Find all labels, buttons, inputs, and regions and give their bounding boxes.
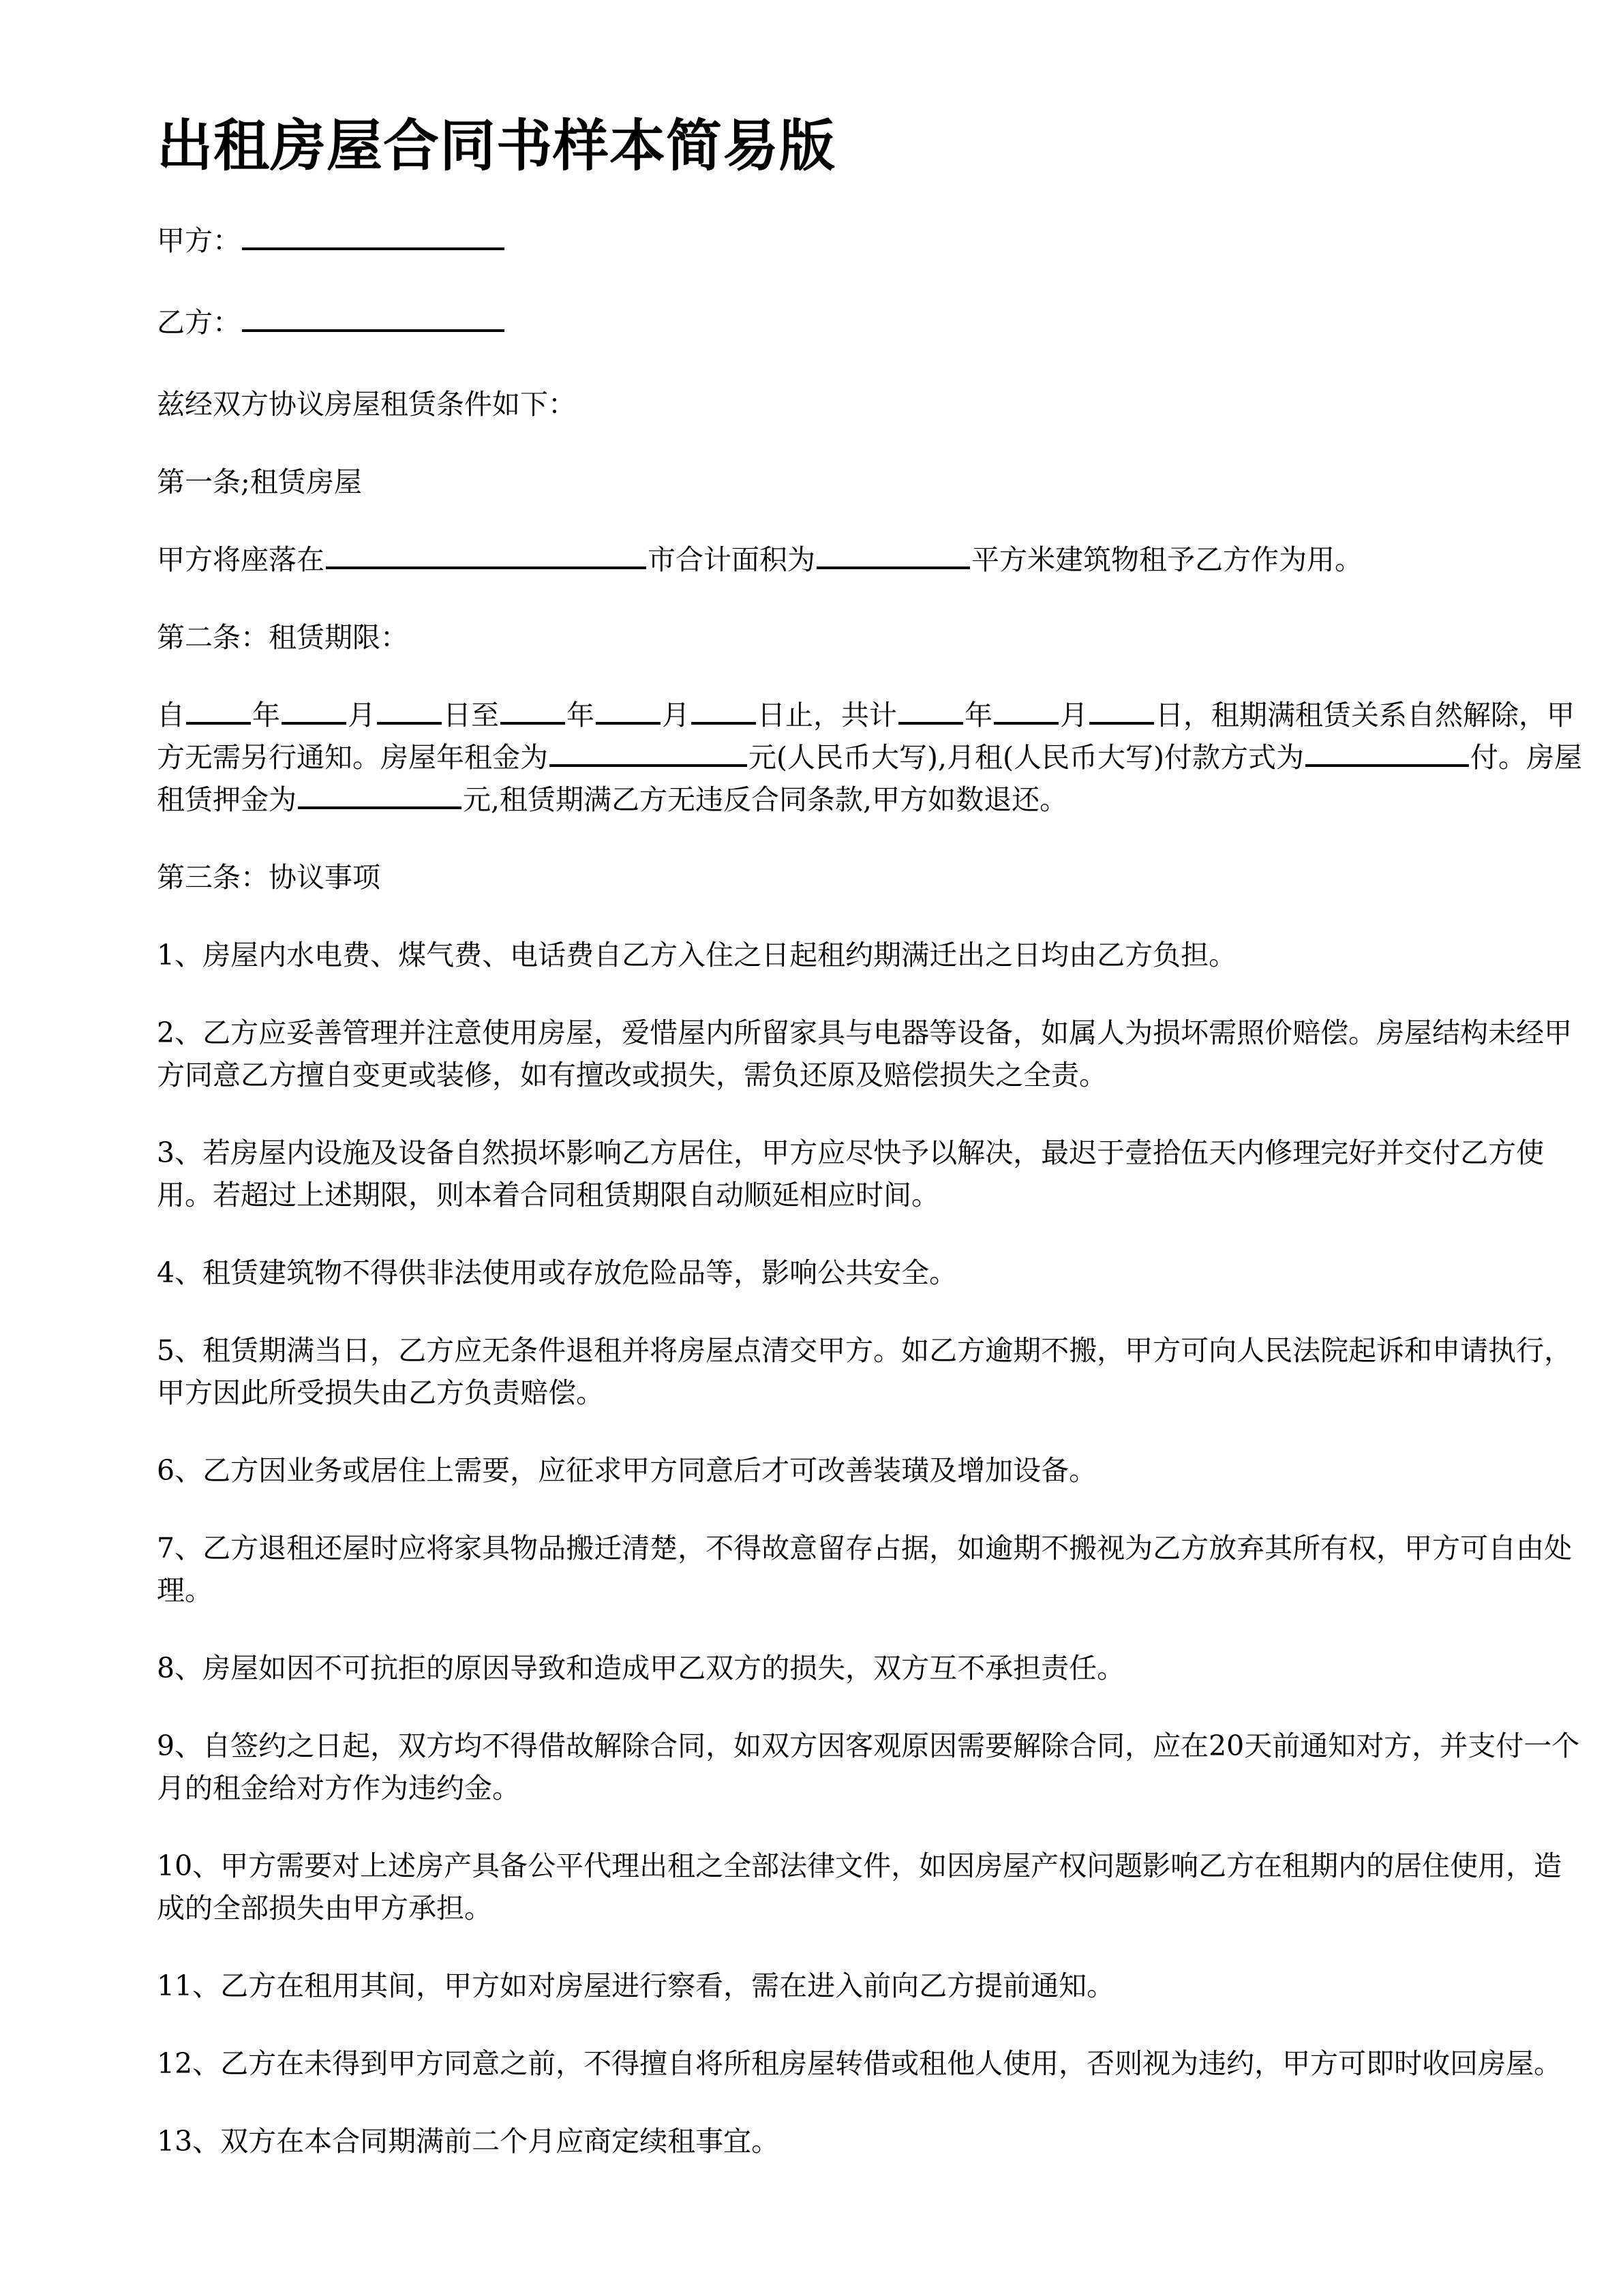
clause: 3、若房屋内设施及设备自然损坏影响乙方居住，甲方应尽快予以解决，最迟于壹拾伍天内修理完好并交付乙方使用。若超过上述期限，则本着合同租赁期限自动顺延相应时间。 bbox=[157, 1136, 1545, 1211]
clause: 10、甲方需要对上述房产具备公平代理出租之全部法律文件，如因房屋产权问题影响乙方在租期内的居住使用，造成的全部损失由甲方承担。 bbox=[157, 1849, 1562, 1924]
article-2-text: 日至 bbox=[443, 699, 499, 731]
article-2-text: 年 bbox=[566, 699, 594, 731]
clause: 2、乙方应妥善管理并注意使用房屋，爱惜屋内所留家具与电器等设备，如属人为损坏需照价赔偿。房屋结构未经甲方同意乙方擅自变更或装修，如有擅改或损失，需负还原及赔偿损失之全责。 bbox=[157, 1016, 1573, 1091]
clause: 12、乙方在未得到甲方同意之前，不得擅自将所租房屋转借或租他人使用，否则视为违约，甲方可即时收回房屋。 bbox=[157, 2047, 1562, 2080]
article-2-text: 付。房屋租赁押金为 bbox=[157, 741, 1583, 816]
party-b-label: 乙方： bbox=[157, 306, 241, 339]
article-2-text: 自 bbox=[157, 699, 185, 731]
end-year-blank bbox=[500, 695, 565, 725]
clause: 6、乙方因业务或居住上需要，应征求甲方同意后才可改善装璜及增加设备。 bbox=[157, 1454, 1097, 1487]
annual-rent-blank bbox=[549, 737, 747, 767]
article-2-text: 元(人民币大写),月租(人民币大写)付款方式为 bbox=[748, 741, 1305, 774]
party-a-label: 甲方： bbox=[157, 224, 241, 257]
article-2-text: 年 bbox=[252, 699, 280, 731]
article-2-text: 月 bbox=[1060, 699, 1088, 731]
clause: 1、房屋内水电费、煤气费、电话费自乙方入住之日起租约期满迁出之日均由乙方负担。 bbox=[157, 939, 1237, 971]
article-1-title: 第一条;租赁房屋 bbox=[157, 466, 362, 498]
location-blank bbox=[326, 539, 646, 569]
article-2-text: 年 bbox=[965, 699, 992, 731]
document-title: 出租房屋合同书样本简易版 bbox=[157, 114, 836, 179]
article-2-text: 元,租赁期满乙方无违反合同条款,甲方如数退还。 bbox=[463, 783, 1068, 816]
party-a-line bbox=[157, 220, 1588, 262]
article-2-text: 月 bbox=[348, 699, 376, 731]
total-months-blank bbox=[994, 695, 1059, 725]
article-1-text: 平方米建筑物租予乙方作为用。 bbox=[971, 543, 1363, 576]
clause: 5、租赁期满当日，乙方应无条件退租并将房屋点清交甲方。如乙方逾期不搬，甲方可向人民法院起诉和申请执行，甲方因此所受损失由乙方负责赔偿。 bbox=[157, 1334, 1573, 1409]
clause: 4、租赁建筑物不得供非法使用或存放危险品等，影响公共安全。 bbox=[157, 1256, 958, 1289]
total-years-blank bbox=[898, 695, 963, 725]
article-2-text: 月 bbox=[662, 699, 690, 731]
start-day-blank bbox=[377, 695, 442, 725]
payment-method-blank bbox=[1305, 737, 1469, 767]
article-2-text: 日止，共计 bbox=[757, 699, 897, 731]
article-1-text: 甲方将座落在 bbox=[157, 543, 324, 576]
article-2-text: 日，租期满租赁关系自然解除，甲方无需另行通知。房屋年租金为 bbox=[157, 699, 1575, 774]
clause: 9、自签约之日起，双方均不得借故解除合同，如双方因客观原因需要解除合同，应在20天前通知对方，并支付一个月的租金给对方作为违约金。 bbox=[157, 1729, 1580, 1804]
start-year-blank bbox=[186, 695, 251, 725]
party-b-blank bbox=[242, 302, 504, 332]
end-month-blank bbox=[596, 695, 661, 725]
article-1-text: 市合计面积为 bbox=[648, 543, 815, 576]
deposit-blank bbox=[298, 779, 461, 809]
contract-page bbox=[157, 109, 1588, 2198]
article-2-body bbox=[157, 694, 1588, 821]
clause: 11、乙方在租用其间，甲方如对房屋进行察看，需在进入前向乙方提前通知。 bbox=[157, 1969, 1115, 2002]
article-3-title: 第三条：协议事项 bbox=[157, 861, 380, 894]
clause: 8、房屋如因不可抗拒的原因导致和造成甲乙双方的损失，双方互不承担责任。 bbox=[157, 1652, 1125, 1685]
clause: 13、双方在本合同期满前二个月应商定续租事宜。 bbox=[157, 2125, 780, 2158]
total-days-blank bbox=[1089, 695, 1154, 725]
article-1-body bbox=[157, 539, 1588, 581]
end-day-blank bbox=[691, 695, 756, 725]
intro-text: 兹经双方协议房屋租赁条件如下： bbox=[157, 388, 576, 421]
party-a-blank bbox=[242, 220, 504, 250]
start-month-blank bbox=[282, 695, 346, 725]
party-b-line bbox=[157, 301, 1588, 344]
article-2-title: 第二条：租赁期限： bbox=[157, 621, 408, 654]
clause: 7、乙方退租还屋时应将家具物品搬迁清楚，不得故意留存占据，如逾期不搬视为乙方放弃其所有权，甲方可自由处理。 bbox=[157, 1532, 1573, 1607]
area-blank bbox=[817, 539, 970, 569]
